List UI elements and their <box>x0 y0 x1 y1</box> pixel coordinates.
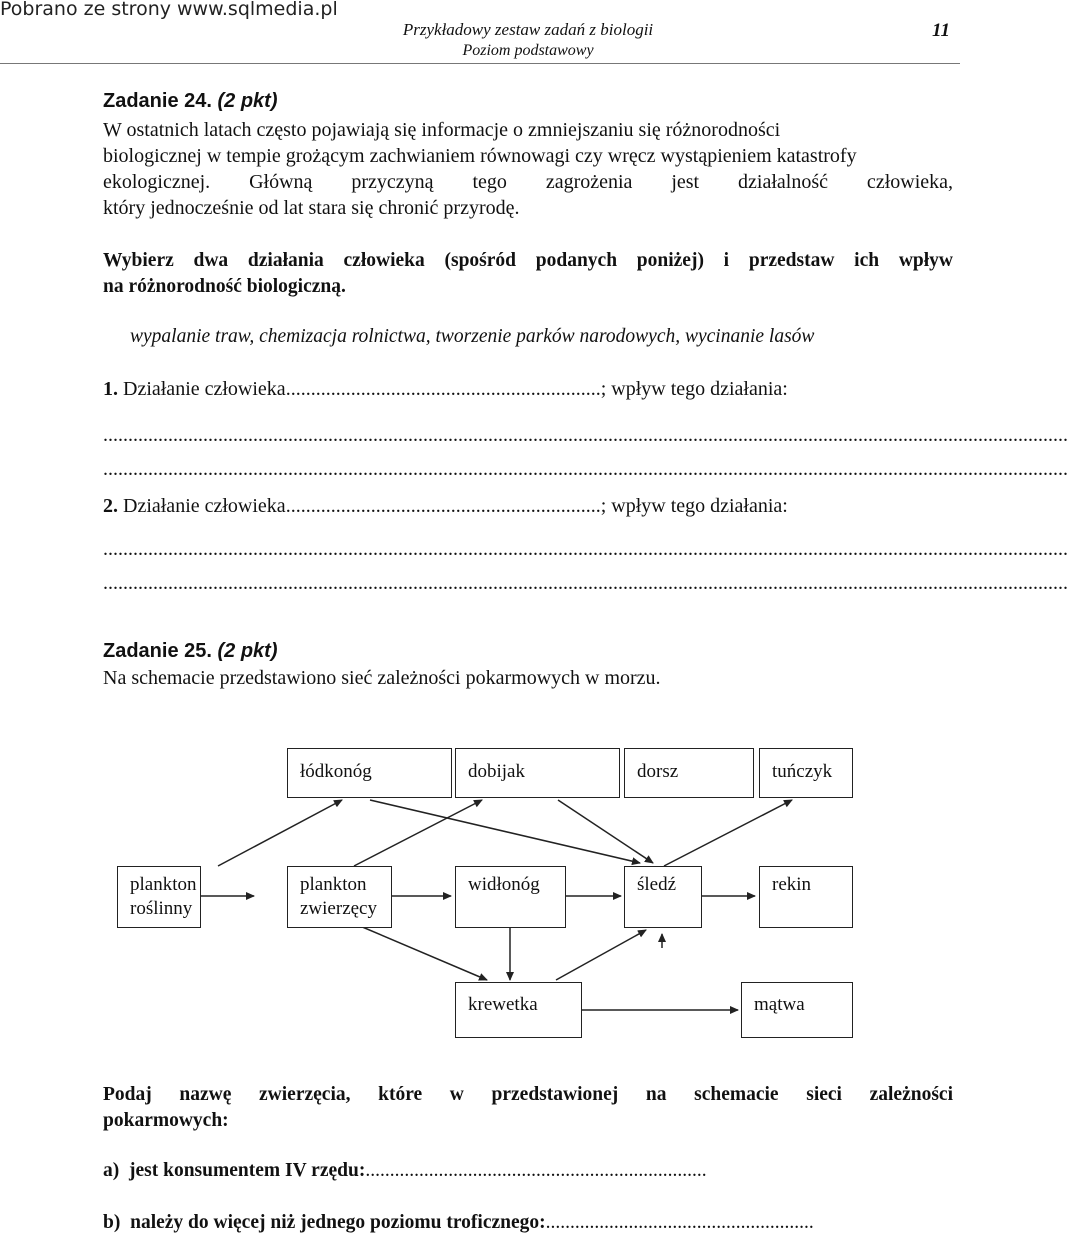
header-subtitle: Poziom podstawowy <box>462 42 594 59</box>
header-title: Przykładowy zestaw zadań z biologii <box>402 20 654 39</box>
qa-text: jest konsumentem IV rzędu: <box>129 1160 366 1181</box>
arrow-lodkonog-to-sledz <box>370 800 640 863</box>
task24-title: Zadanie 24. <box>103 90 212 112</box>
task24-instruction-line: na różnorodność biologiczną. <box>103 276 346 297</box>
node-label: plankton <box>130 874 197 895</box>
task25-title: Zadanie 25. <box>103 640 212 662</box>
answer-2-dots[interactable]: ................................................................................................................................................................................................. <box>103 572 1068 594</box>
answer-1-mid: ; wpływ tego działania: <box>600 378 788 400</box>
node-label: plankton <box>300 874 367 895</box>
task24-options: wypalanie traw, chemizacja rolnictwa, tworzenie parków narodowych, wycinanie lasów <box>130 326 815 347</box>
answer-line-2[interactable]: 2. Działanie człowieka...............................................................; wpływ tego działania: <box>103 495 788 517</box>
arrow-plankton-zwierzecy-to-krewetka <box>360 926 487 980</box>
node-label: łódkonóg <box>300 761 372 782</box>
task25-question-line: pokarmowych: <box>103 1110 229 1131</box>
answer-1-dots[interactable]: ................................................................................................................................................................................................. <box>103 458 1068 480</box>
task24-instruction-line: Wybierz dwa działania człowieka (spośród podanych poniżej) i przedstaw ich wpływ <box>103 250 953 271</box>
node-label: roślinny <box>130 898 193 919</box>
task25-points: (2 pkt) <box>217 640 278 662</box>
qb-label: b) <box>103 1212 121 1233</box>
node-krewetka <box>455 982 582 1038</box>
source-watermark: Pobrano ze strony www.sqlmedia.pl <box>0 0 338 20</box>
node-label: dobijak <box>468 761 525 782</box>
task24-intro-line: który jednocześnie od lat stara się chronić przyrodę. <box>103 197 520 219</box>
arrow-dobijak-to-dorsz <box>558 800 653 863</box>
node-label: śledź <box>637 874 677 895</box>
node-label: rekin <box>772 874 812 895</box>
answer-line-b[interactable]: b) należy do więcej niż jednego poziomu troficznego:....................................................... <box>103 1212 814 1233</box>
arrow-krewetka-to-sledz <box>556 930 646 980</box>
task24-intro-line: ekologicznej. Główną przyczyną tego zagrożenia jest działalność człowieka, <box>103 171 953 193</box>
node-tunczyk <box>759 748 853 798</box>
node-rekin <box>759 866 853 928</box>
arrow-sledz-to-tunczyk <box>664 800 792 866</box>
task24-intro-line: W ostatnich latach często pojawiają się informacje o zmniejszaniu się różnorodności <box>103 119 781 141</box>
qa-label: a) <box>103 1160 120 1181</box>
node-label: widłonóg <box>468 874 540 895</box>
node-label: mątwa <box>754 994 805 1015</box>
node-lodkonog <box>287 748 452 798</box>
node-label: dorsz <box>637 761 679 782</box>
node-matwa <box>741 982 853 1038</box>
node-plankton-zwierzecy <box>287 866 392 928</box>
answer-2-mid: ; wpływ tego działania: <box>600 495 788 517</box>
answer-2-label: Działanie człowieka <box>118 495 286 517</box>
arrow-plankton-zwierzecy-to-dobijak <box>354 800 482 866</box>
arrow-plankton-roslinny-to-lodkonog <box>218 800 342 866</box>
node-label: zwierzęcy <box>300 898 377 919</box>
answer-1-number: 1. <box>103 378 118 400</box>
node-label: krewetka <box>468 994 538 1015</box>
node-dobijak <box>455 748 620 798</box>
answer-line-1[interactable]: 1. Działanie człowieka...............................................................; wpływ tego działania: <box>103 378 788 400</box>
answer-2-dots[interactable]: ................................................................................................................................................................................................. <box>103 538 1068 560</box>
page-number: 11 <box>932 20 950 41</box>
task25-intro: Na schemacie przedstawiono sieć zależności pokarmowych w morzu. <box>103 667 661 689</box>
qb-text: należy do więcej niż jednego poziomu troficznego: <box>130 1212 546 1233</box>
node-sledz <box>624 866 702 928</box>
answer-1-dots[interactable]: ................................................................................................................................................................................................. <box>103 424 1068 446</box>
node-dorsz <box>624 748 754 798</box>
task25-question-line: Podaj nazwę zwierzęcia, które w przedstawionej na schemacie sieci zależności <box>103 1084 953 1105</box>
answer-2-number: 2. <box>103 495 118 517</box>
node-plankton-roslinny <box>117 866 201 928</box>
answer-line-a[interactable]: a) jest konsumentem IV rzędu:...................................................................... <box>103 1160 707 1181</box>
node-widlonog <box>455 866 566 928</box>
task24-points: (2 pkt) <box>217 90 278 112</box>
task24-intro-line: biologicznej w tempie grożącym zachwianiem równowagi czy wręcz wystąpieniem katastrofy <box>103 145 857 167</box>
answer-1-label: Działanie człowieka <box>118 378 286 400</box>
node-label: tuńczyk <box>772 761 833 782</box>
task25-question <box>103 1082 953 1134</box>
